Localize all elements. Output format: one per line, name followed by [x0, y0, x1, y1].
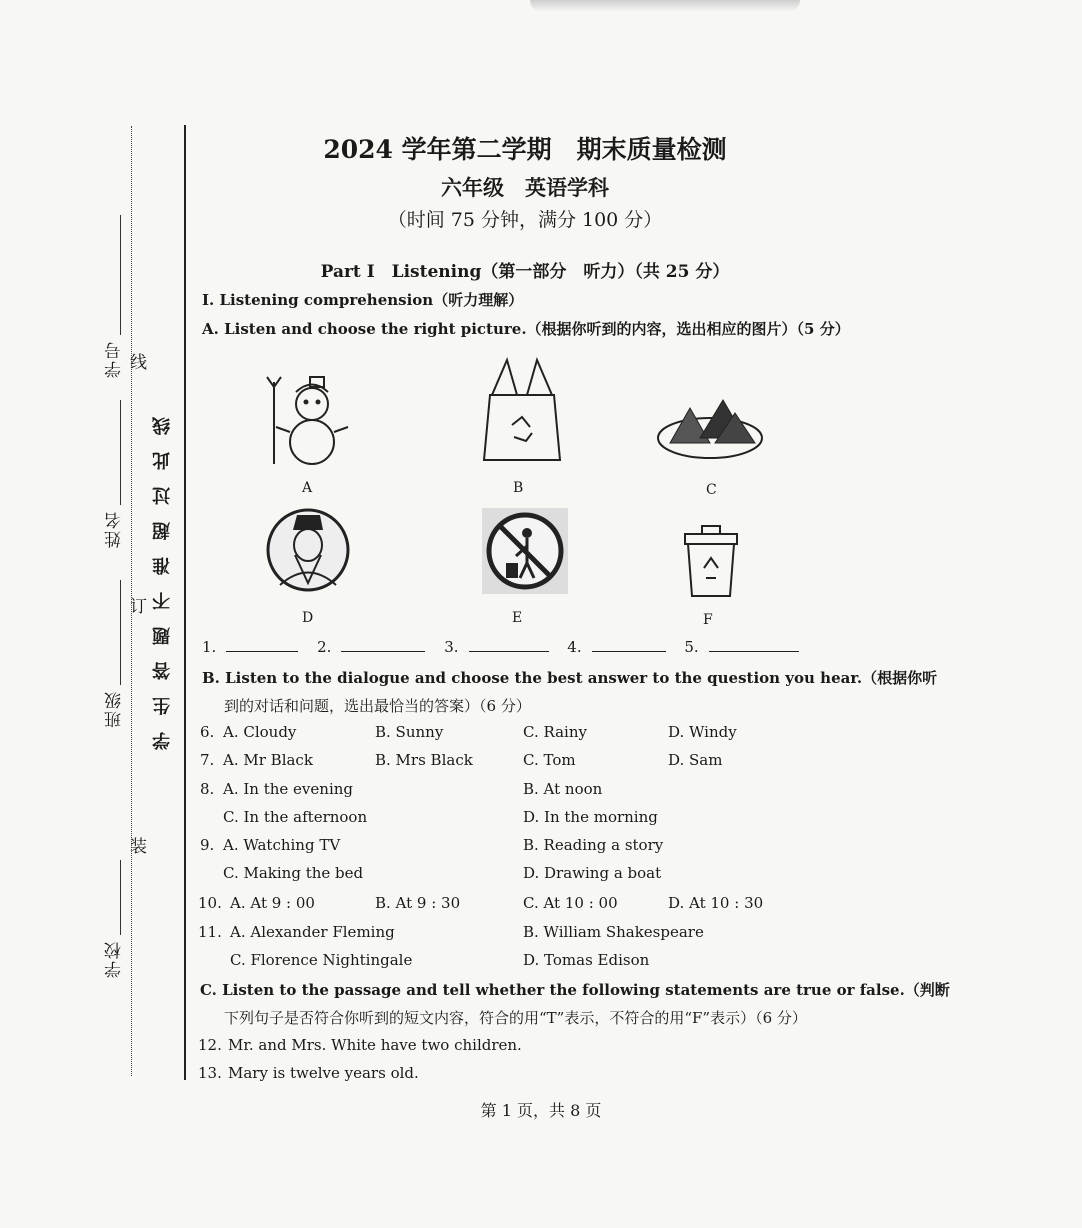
part-heading: Part Ⅰ Listening（第一部分 听力）（共 25 分） [320, 262, 730, 282]
exam-title: 2024 学年第二学期 期末质量检测 [323, 135, 727, 164]
option[interactable]: B. Sunny [375, 723, 444, 741]
statement-text: Mary is twelve years old. [228, 1064, 419, 1082]
option[interactable]: C. Tom [523, 751, 576, 769]
school-label: 学校 [105, 940, 125, 978]
answer-blanks [202, 637, 813, 656]
option[interactable]: C. Rainy [523, 723, 587, 741]
student-id-label: 学号 [105, 340, 125, 378]
statement-text: Mr. and Mrs. White have two children. [228, 1036, 522, 1054]
option[interactable]: C. Making the bed [223, 864, 364, 882]
option[interactable]: A. In the evening [223, 780, 354, 798]
line-mark: 线 [130, 353, 147, 373]
section-c-heading-cont: 下列句子是否符合你听到的短文内容，符合的用“T”表示，不符合的用“F”表示）（6 分） [224, 1009, 807, 1027]
page-footer: 第 1 页，共 8 页 [480, 1101, 602, 1120]
option[interactable]: A. At 9 : 00 [230, 894, 315, 912]
option[interactable]: A. Watching TV [223, 836, 341, 854]
statement-number: 12. [198, 1036, 222, 1054]
section-i-heading: I. Listening comprehension（听力理解） [202, 291, 524, 309]
school-field-line [120, 860, 121, 935]
option[interactable]: B. William Shakespeare [523, 923, 704, 941]
binding-notice: 学生答题不准超过此线 [152, 400, 173, 750]
exam-subtitle: 六年级 英语学科 [441, 175, 609, 200]
option[interactable]: D. Tomas Edison [523, 951, 650, 969]
blank-item[interactable]: 4. [567, 638, 665, 656]
recycle-bag-icon [482, 355, 562, 467]
picture-label-d: D [302, 610, 314, 626]
snowman-icon [262, 372, 352, 467]
option[interactable]: C. In the afternoon [223, 808, 368, 826]
blank-item[interactable]: 2. [317, 638, 425, 656]
picture-label-b: B [513, 480, 524, 496]
option[interactable]: B. At 9 : 30 [375, 894, 461, 912]
option[interactable]: B. At noon [523, 780, 603, 798]
ancient-poet-portrait-icon [265, 505, 351, 595]
rice-dumplings-icon [655, 388, 765, 463]
option[interactable]: D. In the morning [523, 808, 658, 826]
class-field-line [120, 580, 121, 685]
option[interactable]: D. Drawing a boat [523, 864, 662, 882]
option[interactable]: C. Florence Nightingale [230, 951, 413, 969]
question-number: 7. [200, 751, 215, 769]
statement-number: 13. [198, 1064, 222, 1082]
question-number: 8. [200, 780, 215, 798]
section-b-heading-cont: 到的对话和问题，选出最恰当的答案）（6 分） [224, 697, 531, 715]
option[interactable]: A. Mr Black [223, 751, 313, 769]
picture-label-a: A [302, 480, 313, 496]
option[interactable]: D. Windy [668, 723, 737, 741]
picture-label-e: E [512, 610, 523, 626]
no-littering-sign-icon [482, 508, 568, 594]
option[interactable]: A. Alexander Fleming [230, 923, 395, 941]
option[interactable]: B. Reading a story [523, 836, 664, 854]
name-label: 姓名 [105, 510, 125, 548]
picture-label-c: C [706, 482, 717, 498]
section-b-heading: B. Listen to the dialogue and choose the best answer to the question you hear.（根据你听 [202, 669, 938, 687]
name-field-line [120, 400, 121, 505]
bind-mark: 订 [130, 597, 147, 617]
staple-mark: 装 [130, 837, 147, 857]
question-number: 9. [200, 836, 215, 854]
blank-item[interactable]: 3. [444, 638, 548, 656]
recycle-bin-icon [680, 520, 742, 600]
scan-shadow [530, 0, 800, 12]
question-number: 11. [198, 923, 222, 941]
option[interactable]: A. Cloudy [223, 723, 297, 741]
section-a-heading: A. Listen and choose the right picture.（根据你听到的内容，选出相应的图片）（5 分） [202, 320, 850, 338]
option[interactable]: C. At 10 : 00 [523, 894, 618, 912]
section-c-heading: C. Listen to the passage and tell whether the following statements are true or false.（判断 [200, 981, 950, 999]
class-label: 班级 [105, 690, 125, 728]
option[interactable]: B. Mrs Black [375, 751, 473, 769]
exam-time-score: （时间 75 分钟，满分 100 分） [387, 209, 663, 231]
question-number: 10. [198, 894, 222, 912]
blank-item[interactable]: 1. [202, 638, 298, 656]
picture-label-f: F [703, 612, 713, 628]
option[interactable]: D. Sam [668, 751, 723, 769]
question-number: 6. [200, 723, 215, 741]
option[interactable]: D. At 10 : 30 [668, 894, 764, 912]
blank-item[interactable]: 5. [684, 638, 798, 656]
